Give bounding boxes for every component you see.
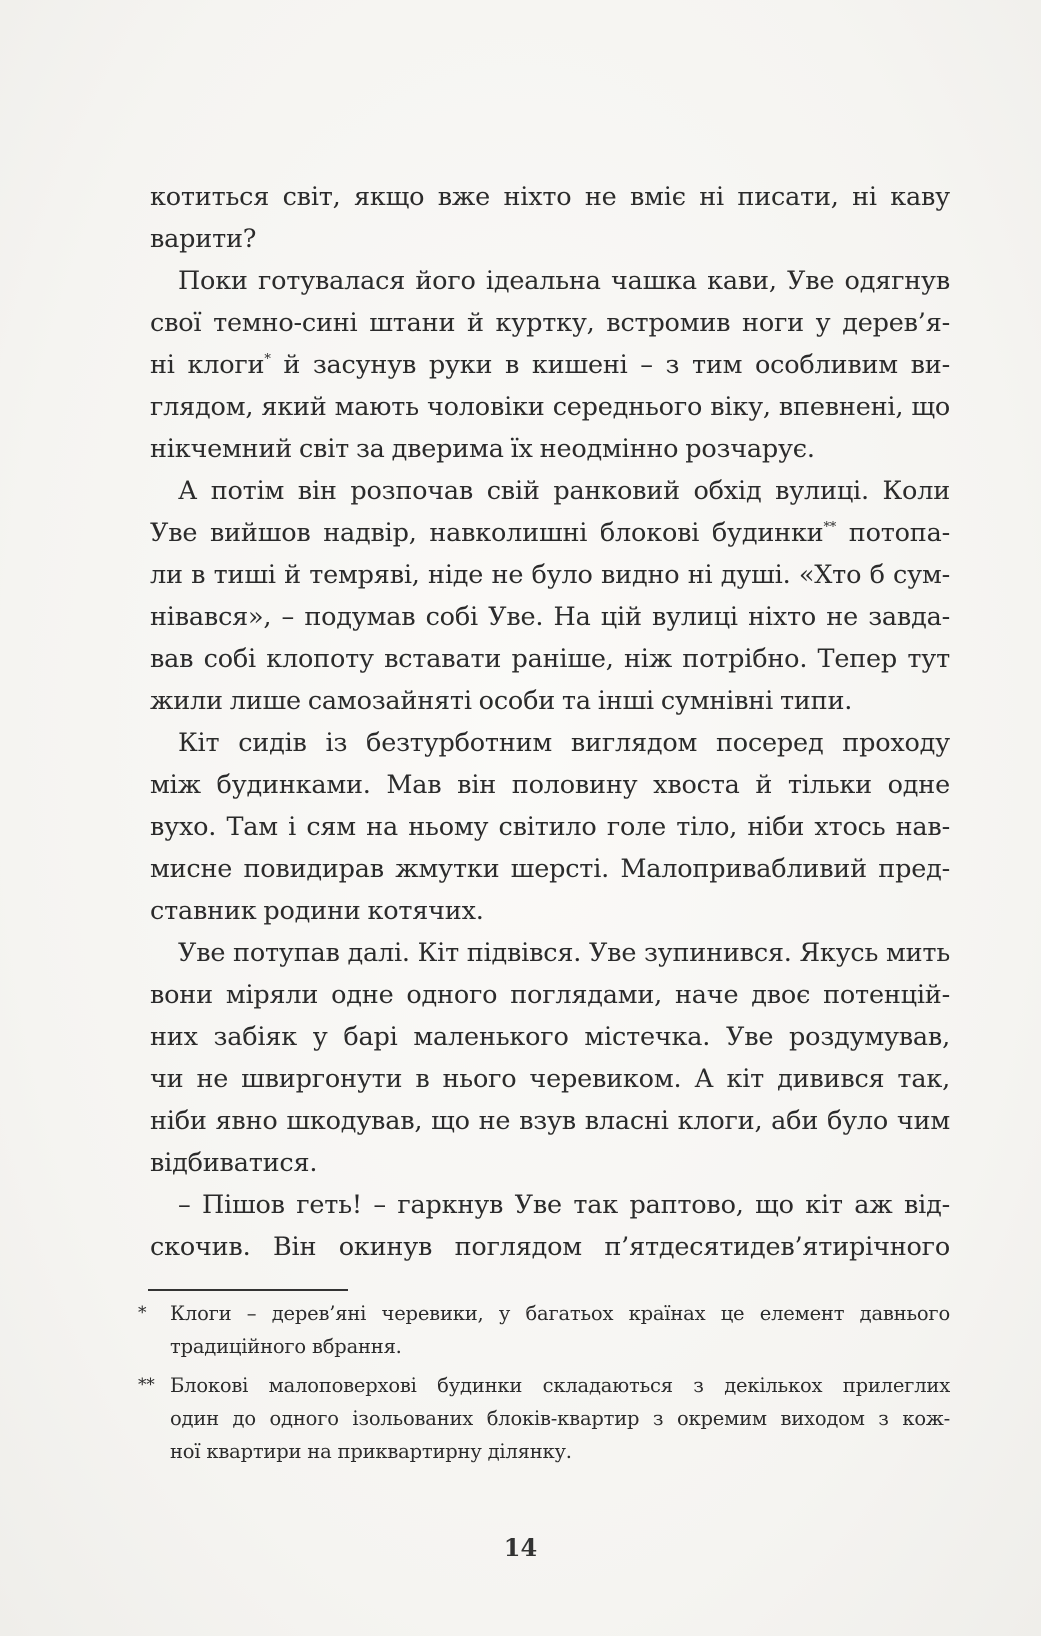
footnote-1-line <box>138 1297 950 1330</box>
text-line: вухо. Там і сям на ньому світило голе тіло, ніби хтось нав- <box>150 812 950 842</box>
page-number: 14 <box>503 1533 538 1562</box>
footnote-1-text: Клоги – дерев’яні черевики, у багатьох країнах це елемент давнього <box>170 1302 950 1325</box>
text-line: них забіяк у барі маленького містечка. Уве роздумував, <box>150 1022 950 1052</box>
text-line: – Пішов геть! – гаркнув Уве так раптово, що кіт аж від- <box>178 1190 950 1220</box>
footnote-2-line <box>138 1402 950 1435</box>
footnotes <box>138 1297 950 1468</box>
text-line: Кіт сидів із безтурботним виглядом посеред проходу <box>178 728 950 758</box>
text-line: чи не швиргонути в нього черевиком. А кіт дивився так, <box>150 1064 950 1094</box>
footnote-ref-1[interactable]: * <box>264 352 271 367</box>
footnote-ref-2[interactable]: ** <box>823 520 837 535</box>
text-line: мисне повидирав жмутки шерсті. Малопривабливий пред- <box>150 854 950 884</box>
text-line: скочив. Він окинув поглядом п’ятдесятидев’ятирічного <box>150 1232 950 1262</box>
text-line: вав собі клопоту вставати раніше, ніж потрібно. Тепер тут <box>150 644 950 674</box>
text-line: ли в тиші й темряві, ніде не було видно ні душі. «Хто б сум- <box>150 560 950 590</box>
text-line: котиться світ, якщо вже ніхто не вміє ні писати, ні каву <box>150 182 950 212</box>
footnote-2-text: Блокові малоповерхові будинки складаються з декількох прилеглих <box>170 1374 950 1397</box>
text-line: відбиватися. <box>150 1148 318 1178</box>
footnote-1-text: традиційного вбрання. <box>170 1335 402 1358</box>
text-line: Уве потупав далі. Кіт підвівся. Уве зупинився. Якусь мить <box>178 938 950 968</box>
text-line: ніби явно шкодував, що не взув власні клоги, аби було чим <box>150 1106 950 1136</box>
footnote-2-line <box>138 1435 950 1468</box>
text-line: ставник родини котячих. <box>150 896 484 926</box>
footnote-2-line <box>138 1369 950 1402</box>
text-fragment: потопа- <box>836 518 950 548</box>
text-fragment: ні клоги <box>150 350 265 380</box>
footnote-1-mark: * <box>138 1303 147 1323</box>
footnote-2-text: ної квартири на приквартирну ділянку. <box>170 1440 572 1463</box>
text-line: між будинками. Мав він половину хвоста й тільки одне <box>150 770 950 800</box>
footnote-2-text: один до одного ізольованих блоків-квартир з окремим виходом з кож- <box>170 1407 950 1430</box>
text-fragment: Уве вийшов надвір, навколишні блокові будинки <box>150 518 824 548</box>
footnote-divider <box>148 1289 348 1291</box>
text-line <box>150 344 950 386</box>
text-line <box>150 512 950 554</box>
text-line: варити? <box>150 224 257 254</box>
text-line: вони міряли одне одного поглядами, наче двоє потенцій- <box>150 980 950 1010</box>
text-fragment: й засунув руки в кишені – з тим особливим ви- <box>270 350 950 380</box>
footnote-1-line <box>138 1330 950 1363</box>
body-text <box>150 176 950 1268</box>
text-line: свої темно-сині штани й куртку, встромив ноги у дерев’я- <box>150 308 950 338</box>
footnote-2-mark: ** <box>138 1375 155 1395</box>
text-line: жили лише самозайняті особи та інші сумнівні типи. <box>150 686 853 716</box>
text-line: нікчемний світ за дверима їх неодмінно розчарує. <box>150 434 815 464</box>
text-line: глядом, який мають чоловіки середнього віку, впевнені, що <box>150 392 950 422</box>
text-line: Поки готувалася його ідеальна чашка кави, Уве одягнув <box>178 266 950 296</box>
text-line: А потім він розпочав свій ранковий обхід вулиці. Коли <box>178 476 950 506</box>
text-line: нівався», – подумав собі Уве. На цій вулиці ніхто не завда- <box>150 602 950 632</box>
